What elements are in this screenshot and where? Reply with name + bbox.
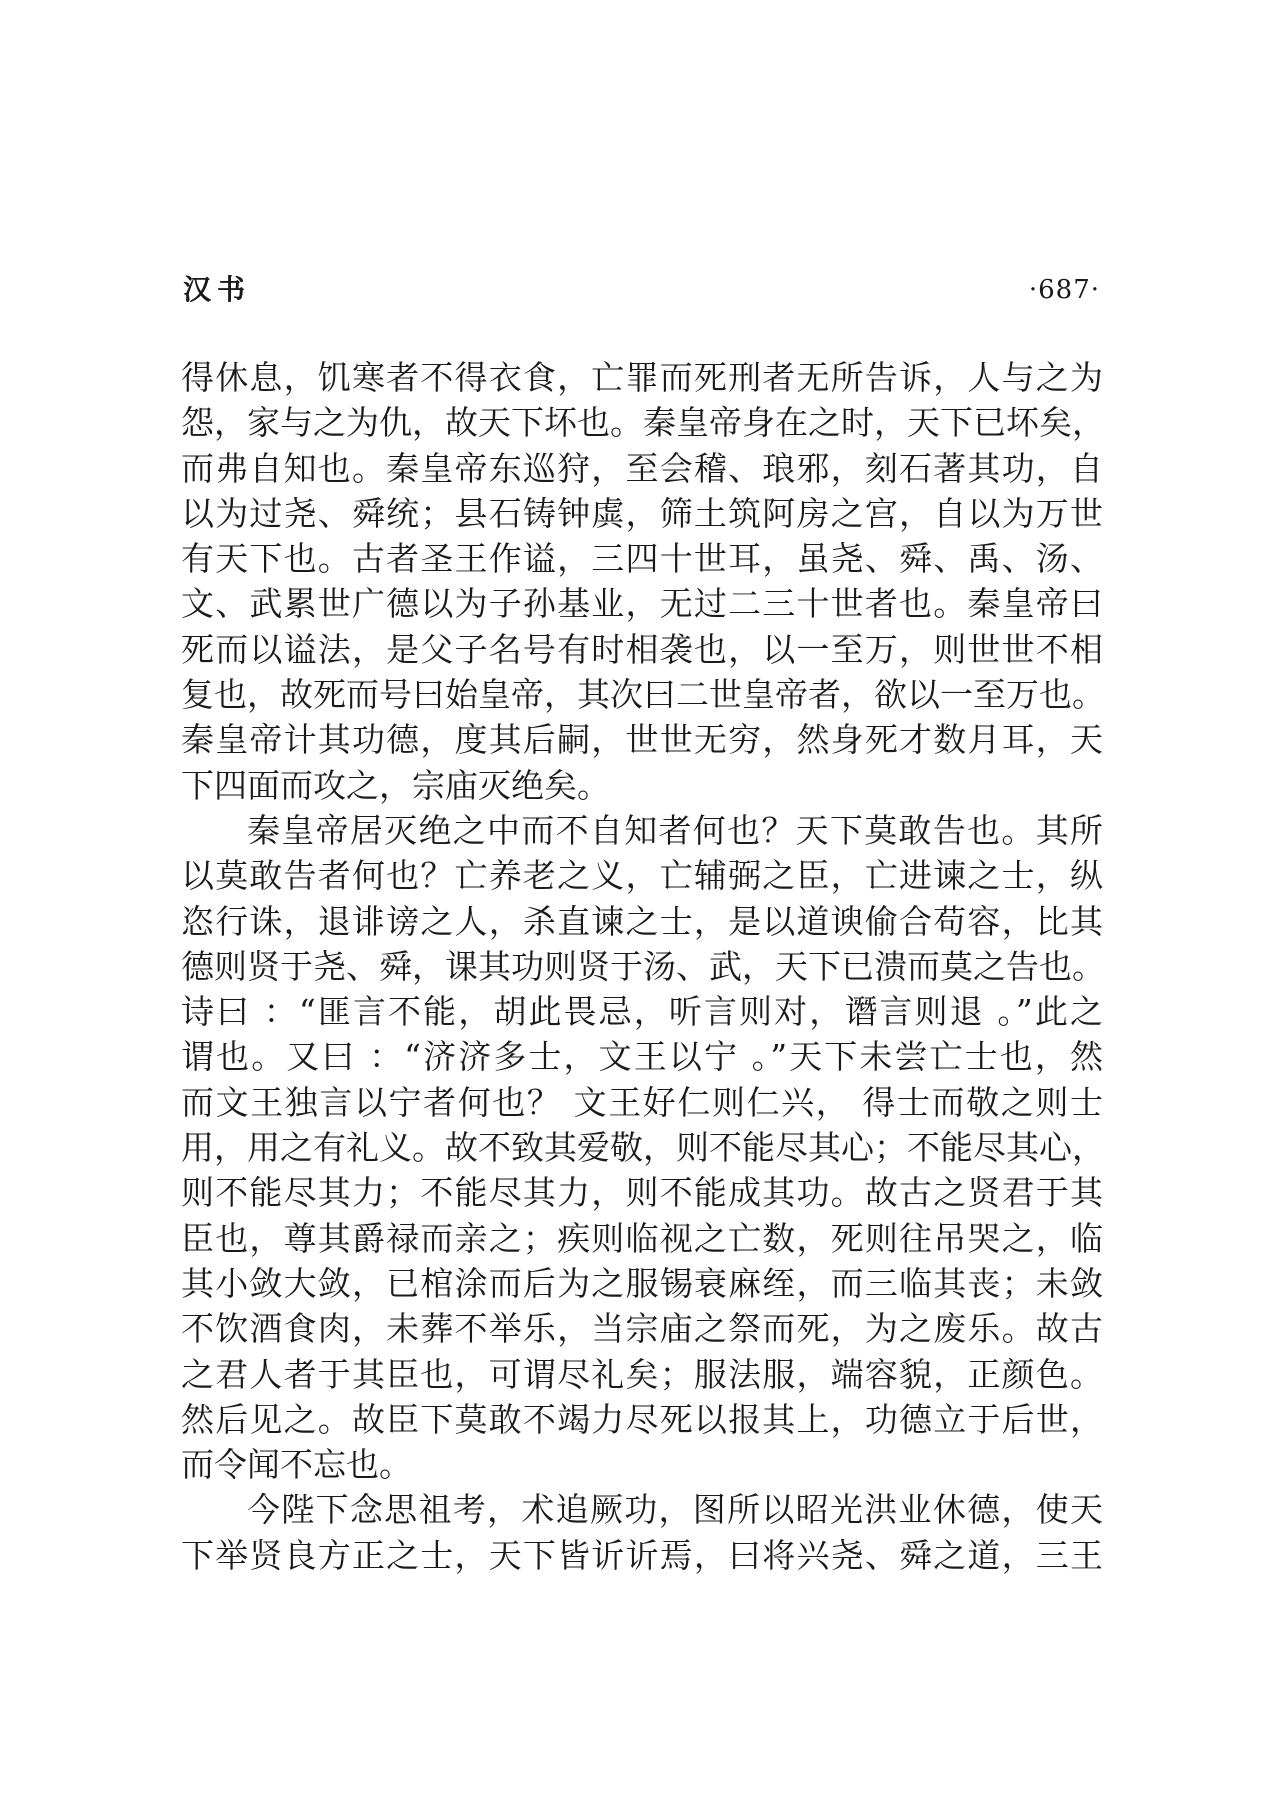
paragraph-end-line: 而令闻不忘也。 [181,1445,412,1485]
text-line: 怨，家与之为仇，故天下坏也。秦皇帝身在之时，天下已坏矣， [181,403,1105,443]
text-line: 诗曰 ：“匪言不能，胡此畏忌，听言则对，谮言则退 。”此之 [181,992,1103,1032]
paragraph-start-line: 今陛下念思祖考，术追厥功，图所以昭光洪业休德，使天 [247,1490,1103,1530]
text-line: 而弗自知也。秦皇帝东巡狩，至会稽、琅邪，刻石著其功，自 [181,448,1103,488]
text-line: 德则贤于尧、舜，课其功则贤于汤、武，天下已溃而莫之告也。 [181,946,1105,986]
paragraph-end-line: 下四面而攻之，宗庙灭绝矣。 [181,765,610,805]
text-line: 文、武累世广德以为子孙基业，无过二三十世者也。秦皇帝曰 [181,584,1103,624]
text-line: 有天下也。古者圣王作谥，三四十世耳，虽尧、舜、禹、汤、 [181,539,1103,579]
text-line: 得休息，饥寒者不得衣食，亡罪而死刑者无所告诉，人与之为 [181,358,1103,397]
text-line: 以莫敢告者何也？亡养老之义，亡辅弼之臣，亡进谏之士，纵 [181,856,1103,896]
running-title: 汉书 [183,273,252,306]
text-line: 下举贤良方正之士，天下皆䜣䜣焉，曰将兴尧、舜之道，三王 [181,1535,1103,1575]
text-line: 以为过尧、舜统；县石铸钟虡，筛土筑阿房之宫，自以为万世 [181,493,1103,533]
text-line: 臣也，尊其爵禄而亲之；疾则临视之亡数，死则往吊哭之，临 [181,1218,1103,1258]
text-line: 之君人者于其臣也，可谓尽礼矣；服法服，端容貌，正颜色。 [181,1354,1103,1394]
paragraph-start-line: 秦皇帝居灭绝之中而不自知者何也？天下莫敢告也。其所 [247,810,1103,850]
text-line: 则不能尽其力；不能尽其力，则不能成其功。故古之贤君于其 [181,1173,1103,1213]
text-line: 谓也。又曰 ：“济济多士，文王以宁 。”天下未尝亡士也，然 [181,1037,1103,1077]
text-line: 而文王独言以宁者何也？ 文王好仁则仁兴， 得士而敬之则士 [181,1082,1103,1122]
text-line: 然后见之。故臣下莫敢不竭力尽死以报其上，功德立于后世， [181,1399,1103,1439]
page-number: ·687· [1028,275,1100,305]
text-line: 用，用之有礼义。故不致其爱敬，则不能尽其心；不能尽其心， [181,1128,1105,1168]
text-line: 秦皇帝计其功德，度其后嗣，世世无穷，然身死才数月耳，天 [181,720,1103,760]
text-line: 不饮酒食肉，未葬不举乐，当宗庙之祭而死，为之废乐。故古 [181,1309,1103,1349]
text-line: 复也，故死而号曰始皇帝，其次曰二世皇帝者，欲以一至万也。 [181,675,1105,715]
text-line: 恣行诛，退诽谤之人，杀直谏之士，是以道谀偷合苟容，比其 [181,901,1103,941]
text-line: 死而以谥法，是父子名号有时相袭也，以一至万，则世世不相 [181,629,1103,669]
body-text [181,355,1103,1578]
text-line: 其小敛大敛，已棺涂而后为之服锡衰麻绖，而三临其丧；未敛 [181,1263,1103,1303]
